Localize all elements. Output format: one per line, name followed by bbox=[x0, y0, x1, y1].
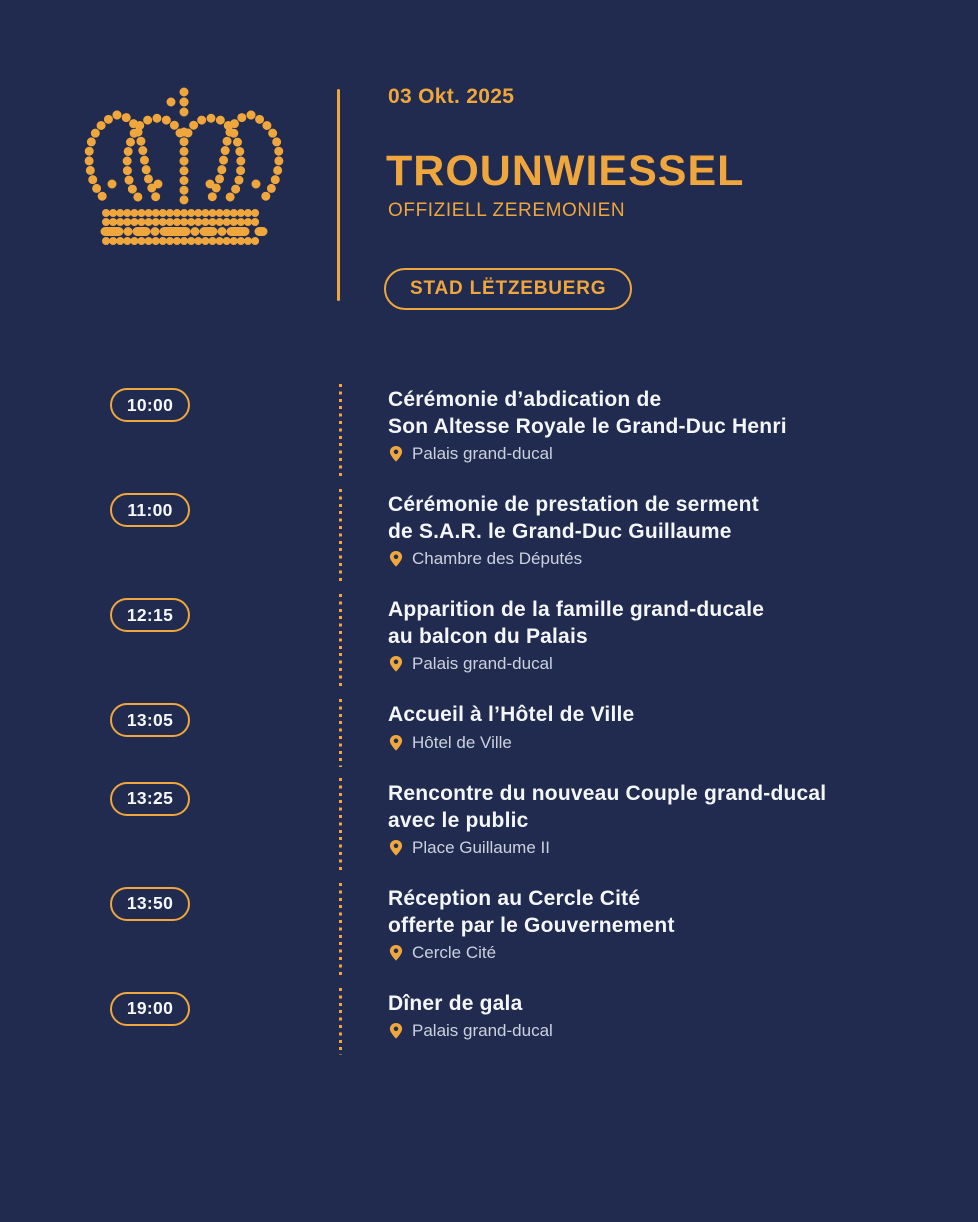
event-title: Dîner de gala bbox=[388, 991, 523, 1015]
event-location bbox=[388, 733, 978, 753]
event-location-text: Hôtel de Ville bbox=[412, 732, 512, 752]
event-location-text: Place Guillaume II bbox=[412, 837, 550, 857]
city-badge: STAD LËTZEBUERG bbox=[384, 268, 632, 310]
dotted-timeline-connector bbox=[339, 699, 342, 766]
event-location bbox=[388, 549, 978, 569]
location-pin-icon bbox=[388, 944, 404, 962]
page-title: TROUNWIESSEL bbox=[386, 147, 745, 195]
event-location-text: Palais grand-ducal bbox=[412, 654, 553, 674]
event-time-badge: 12:15 bbox=[110, 598, 190, 632]
schedule-event-row bbox=[110, 885, 978, 963]
dotted-timeline-connector bbox=[339, 883, 342, 977]
location-pin-icon bbox=[388, 734, 404, 752]
dotted-timeline-connector bbox=[339, 489, 342, 583]
event-location bbox=[388, 943, 978, 963]
location-pin-icon bbox=[388, 655, 404, 673]
location-pin-icon bbox=[388, 1022, 404, 1040]
event-location bbox=[388, 444, 978, 464]
event-content bbox=[388, 780, 978, 858]
dotted-timeline-connector bbox=[339, 384, 342, 478]
event-content bbox=[388, 491, 978, 569]
event-title: Rencontre du nouveau Couple grand-ducal avec le public bbox=[388, 781, 827, 832]
schedule-event-row bbox=[110, 990, 978, 1041]
crown-logo bbox=[84, 86, 284, 248]
event-title: Accueil à l’Hôtel de Ville bbox=[388, 703, 635, 727]
schedule-event-row bbox=[110, 596, 978, 674]
header-divider-line bbox=[337, 89, 340, 301]
event-content bbox=[388, 386, 978, 464]
event-content bbox=[388, 885, 978, 963]
location-pin-icon bbox=[388, 445, 404, 463]
event-time-badge: 13:25 bbox=[110, 782, 190, 816]
location-pin-icon bbox=[388, 839, 404, 857]
dotted-timeline-connector bbox=[339, 778, 342, 872]
event-location-text: Chambre des Députés bbox=[412, 549, 583, 569]
event-location-text: Cercle Cité bbox=[412, 942, 497, 962]
event-location-text: Palais grand-ducal bbox=[412, 1020, 553, 1040]
dotted-timeline-connector bbox=[339, 988, 342, 1055]
event-date: 03 Okt. 2025 bbox=[388, 85, 515, 108]
page-subtitle: OFFIZIELL ZEREMONIEN bbox=[388, 200, 626, 221]
event-title: Apparition de la famille grand-ducale au balcon du Palais bbox=[388, 598, 765, 649]
event-content bbox=[388, 701, 978, 752]
event-location bbox=[388, 838, 978, 858]
event-title: Cérémonie d’abdication de Son Altesse Royale le Grand-Duc Henri bbox=[388, 388, 787, 439]
schedule-event-row bbox=[110, 491, 978, 569]
event-time-badge: 11:00 bbox=[110, 493, 190, 527]
event-time-badge: 10:00 bbox=[110, 388, 190, 422]
event-time-badge: 13:05 bbox=[110, 703, 190, 737]
event-content bbox=[388, 990, 978, 1041]
schedule-event-row bbox=[110, 780, 978, 858]
event-content bbox=[388, 596, 978, 674]
schedule-event-row bbox=[110, 701, 978, 752]
schedule-event-row bbox=[110, 386, 978, 464]
dotted-timeline-connector bbox=[339, 594, 342, 688]
schedule-timeline bbox=[0, 386, 978, 1041]
event-time-badge: 19:00 bbox=[110, 992, 190, 1026]
event-location-text: Palais grand-ducal bbox=[412, 444, 553, 464]
location-pin-icon bbox=[388, 550, 404, 568]
event-time-badge: 13:50 bbox=[110, 887, 190, 921]
event-location bbox=[388, 1021, 978, 1041]
event-title: Réception au Cercle Cité offerte par le Gouvernement bbox=[388, 886, 675, 937]
event-title: Cérémonie de prestation de serment de S.A.R. le Grand-Duc Guillaume bbox=[388, 493, 759, 544]
event-location bbox=[388, 654, 978, 674]
